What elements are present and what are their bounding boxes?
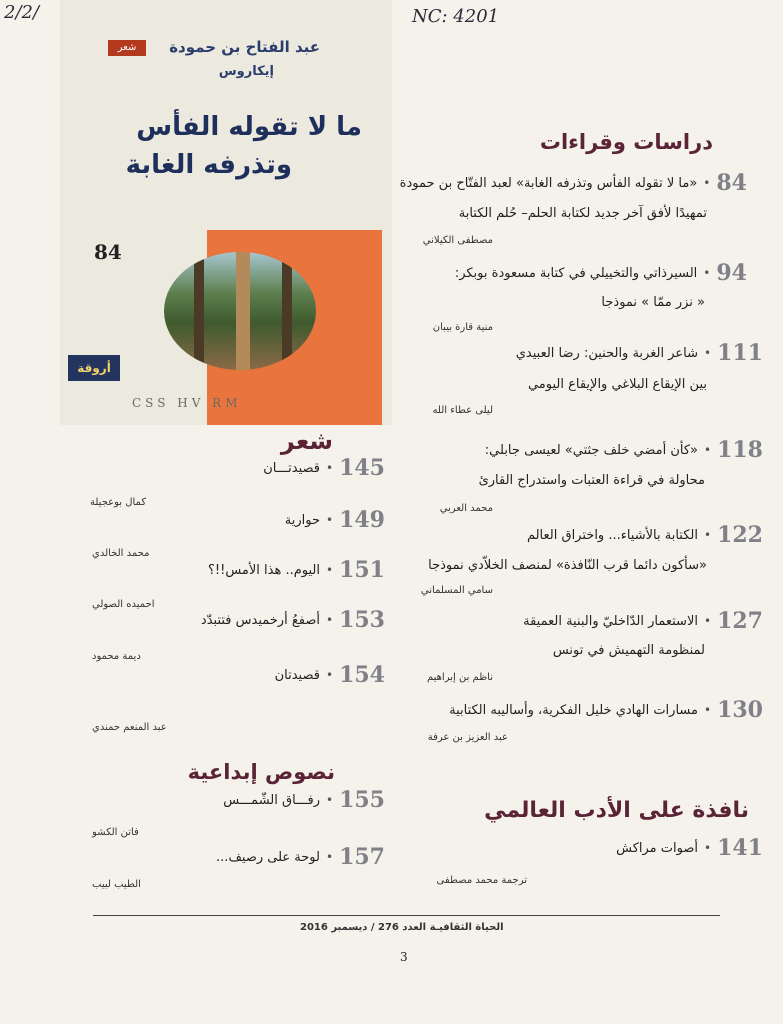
bullet-icon: •	[325, 668, 334, 682]
entry-title: «ما لا تقوله الفأس وتذرفه الغابة» لعبد الفتّاح بن حمودة	[399, 175, 698, 191]
toc-entry-94	[455, 260, 747, 286]
page-number: 153	[339, 607, 385, 633]
entry-title: أصفعُ أرخميدس فتتبدّد	[200, 612, 320, 628]
bullet-icon: •	[703, 176, 711, 190]
page-number: 84	[716, 170, 747, 196]
page-number: 155	[339, 787, 385, 813]
entry-title-continued: محاولة في قراءة العتبات واستدراج القارئ	[478, 473, 705, 488]
bullet-icon: •	[703, 528, 712, 542]
entry-title: حوارية	[284, 512, 320, 528]
page-number: 141	[717, 835, 763, 861]
cover-author: عبد الفتاح بن حمودة	[169, 38, 320, 56]
publisher-logo: أروقة	[68, 355, 120, 381]
toc-entry-130	[449, 697, 763, 723]
entry-author: ترجمة محمد مصطفى	[436, 875, 527, 886]
toc-entry-154	[275, 662, 385, 688]
entry-author: مصطفى الكيلاني	[422, 235, 493, 246]
entry-title: قصيدتان	[274, 667, 320, 683]
section-heading-poetry: شعر	[280, 427, 333, 455]
entry-author: ليلى عطاء الله	[432, 405, 493, 416]
page-number: 118	[717, 437, 763, 463]
entry-title: مسارات الهادي خليل الفكرية، وأساليبه الكتابية	[449, 702, 698, 718]
entry-author: عبد العزيز بن عرفة	[427, 732, 508, 743]
page-folio: 3	[400, 950, 408, 964]
bullet-icon: •	[703, 614, 712, 628]
section-heading-studies: دراسات وقراءات	[539, 130, 713, 154]
cover-title-line-2: وتذرفه الغابة	[125, 150, 292, 180]
section-heading-world-literature: نافذة على الأدب العالمي	[484, 798, 749, 823]
bullet-icon: •	[325, 613, 334, 627]
handwritten-corner-note: 2/2/	[4, 2, 40, 23]
entry-title: رفـــاق الشّمـــس	[223, 792, 320, 808]
entry-title: اليوم.. هذا الأمس!!؟	[208, 562, 320, 578]
page-number: 151	[339, 557, 385, 583]
entry-title: الاستعمار الدّاخليّ والبنية العميقة	[523, 613, 698, 629]
toc-entry-151	[208, 557, 385, 583]
cover-forest-illustration	[164, 252, 316, 370]
entry-author: منية قارة بيبان	[432, 322, 493, 333]
bullet-icon: •	[325, 850, 334, 864]
entry-title: السيرذاتي والتخييلي في كتابة مسعودة بوبكر:	[454, 265, 698, 281]
entry-title: لوحة على رصيف...	[216, 849, 320, 865]
toc-entry-157	[216, 844, 385, 870]
bullet-icon: •	[703, 703, 712, 717]
entry-author: محمد الخالدي	[92, 548, 150, 559]
entry-title: الكتابة بالأشياء... واختراق العالم	[526, 527, 698, 543]
toc-entry-122	[527, 522, 763, 548]
page-number: 127	[717, 608, 763, 634]
cover-subtitle: إيكاروس	[218, 64, 274, 79]
handwritten-catalog-number: NC: 4201	[412, 6, 500, 27]
entry-title-continued: «سأكون دائما قرب النّافذة» لمنصف الخلاّدي نموذجا	[428, 558, 707, 573]
entry-title: شاعر الغربة والحنين: رضا العبيدي	[515, 345, 698, 361]
page-number: 154	[339, 662, 385, 688]
bullet-icon: •	[703, 346, 712, 360]
entry-author: محمد العربي	[439, 503, 493, 514]
page-number: 157	[339, 844, 385, 870]
entry-title-continued: لمنظومة التهميش في تونس	[552, 643, 705, 658]
bullet-icon: •	[325, 563, 334, 577]
toc-entry-155	[223, 787, 385, 813]
cover-watermark: CSS HV RM	[132, 396, 242, 410]
bullet-icon: •	[703, 841, 712, 855]
toc-entry-127	[523, 608, 763, 634]
bullet-icon: •	[703, 266, 711, 280]
entry-title-continued: « نزر ممّا » نموذجا	[601, 295, 705, 310]
bullet-icon: •	[703, 443, 712, 457]
entry-author: كمال بوعجيلة	[90, 497, 147, 508]
toc-entry-141	[616, 835, 763, 861]
page-number: 149	[339, 507, 385, 533]
entry-author: سامي المسلماني	[420, 585, 493, 596]
toc-entry-149	[285, 507, 385, 533]
cover-title-line-1: ما لا تقوله الفأس	[136, 112, 362, 142]
bullet-icon: •	[325, 513, 334, 527]
page-number: 130	[717, 697, 763, 723]
entry-title-continued: بين الإيقاع البلاغي والإيقاع اليومي	[527, 377, 707, 392]
toc-entry-84	[400, 170, 747, 196]
cover-page-number: 84	[94, 240, 122, 264]
entry-title: «كأن أمضي خلف جثتي» لعيسى جابلي:	[484, 442, 698, 458]
toc-entry-118	[485, 437, 763, 463]
entry-author: ديمة محمود	[92, 651, 141, 662]
page-number: 145	[339, 455, 385, 481]
cover-genre-badge: شعر	[108, 40, 146, 56]
page-number: 122	[717, 522, 763, 548]
entry-author: فاتن الكشو	[92, 827, 139, 838]
entry-author: احميده الصولي	[92, 599, 155, 610]
toc-entry-153	[201, 607, 385, 633]
entry-author: عبد المنعم حمندي	[92, 722, 167, 733]
toc-entry-145	[263, 455, 385, 481]
book-cover-image	[60, 0, 392, 425]
bullet-icon: •	[325, 793, 334, 807]
bullet-icon: •	[325, 461, 334, 475]
entry-title: أصوات مراكش	[616, 840, 698, 856]
page-number: 111	[717, 340, 763, 366]
footer-rule	[93, 915, 720, 916]
entry-author: ناظم بن إبراهيم	[426, 672, 493, 683]
toc-entry-111	[516, 340, 763, 366]
entry-author: الطيب لبيب	[92, 879, 141, 890]
footer-issue-line: الحياة الثقافيـة العدد 276 / ديسمبر 2016	[300, 922, 504, 933]
entry-title: قصيدتـــان	[263, 460, 320, 476]
page-number: 94	[716, 260, 747, 286]
entry-title-continued: تمهيدًا لأفق آخر جديد لكتابة الحلم– حُلم الكتابة	[458, 206, 707, 221]
section-heading-creative-texts: نصوص إبداعية	[187, 760, 335, 784]
